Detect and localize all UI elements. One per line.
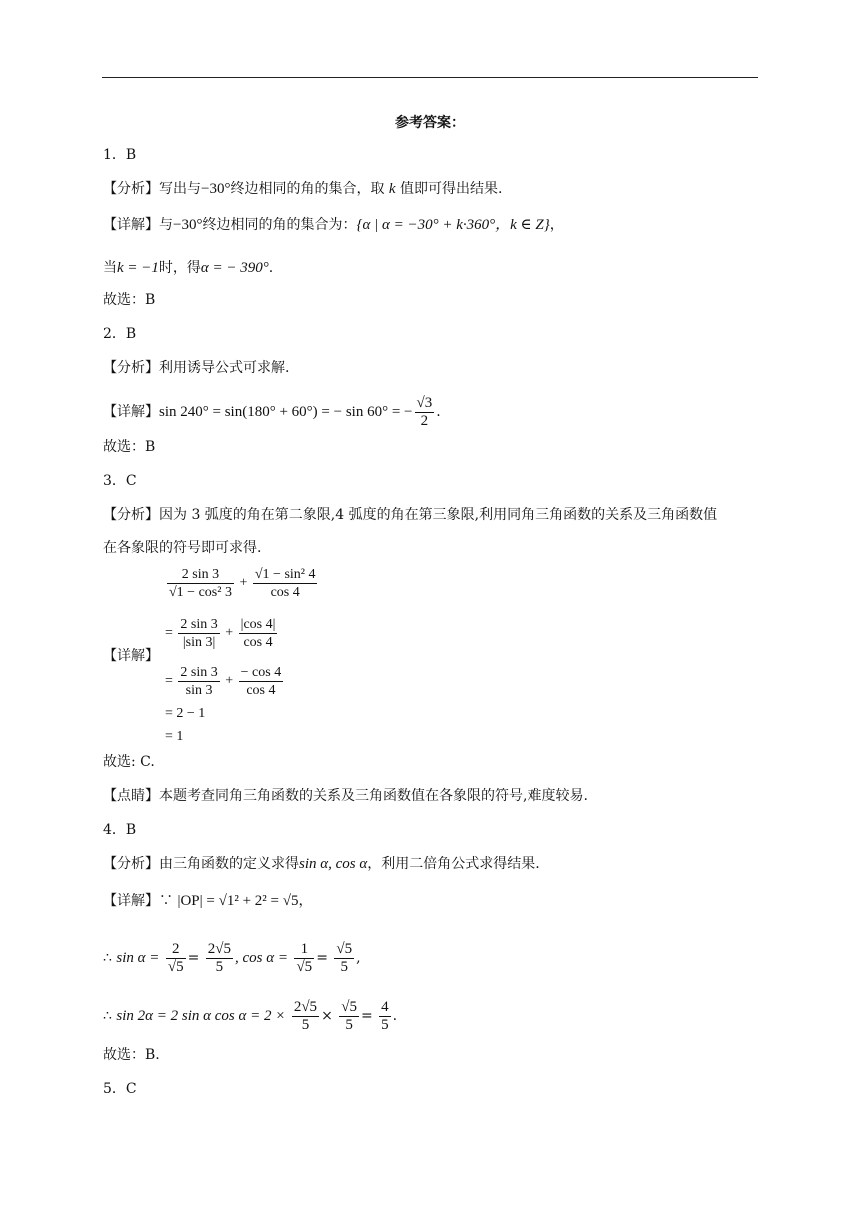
q3-detail-tag: 【详解】	[103, 648, 159, 664]
q3-number: 3．C	[103, 473, 137, 489]
q3-analysis-2: 在各象限的符号即可求得.	[103, 540, 262, 556]
q4-number: 4．B	[103, 822, 137, 838]
q4-analysis: 【分析】由三角函数的定义求得sin α, cos α，利用二倍角公式求得结果.	[103, 856, 540, 872]
answer-title: 参考答案：	[395, 115, 465, 131]
q3-analysis-1: 【分析】因为 3 弧度的角在第二象限,4 弧度的角在第三象限,利用同角三角函数的关系及三角函数值	[103, 507, 718, 523]
q3-choice: 故选: C.	[103, 754, 155, 770]
q4-sin2a: ∴ sin 2α = 2 sin α cos α = 2 × $\frac{2√5}{5}$ × $\frac{√5}{5}$ = $\frac{4}{5}$ .	[103, 998, 398, 1033]
q2-number: 2．B	[103, 326, 137, 342]
q4-choice: 故选：B.	[103, 1047, 160, 1063]
q2-fraction: $\frac{√3}{2}$	[416, 394, 433, 429]
q1-choice: 故选：B	[103, 292, 156, 308]
q1-analysis: 【分析】写出与−30°终边相同的角的集合，取 k 值即可得出结果.	[103, 181, 503, 197]
q1-detail: 【详解】与−30°终边相同的角的集合为：{α | α = −30° + k·360°，k ∈ Z}，	[103, 217, 564, 233]
q2-analysis: 【分析】利用诱导公式可求解.	[103, 360, 290, 376]
q1-detail-line2: 当k = −1时，得α = − 390°.	[103, 260, 274, 276]
q2-choice: 故选：B	[103, 439, 156, 455]
q4-sin-cos: ∴ sin α = $\frac{2}{√5}$ = $\frac{2√5}{5}$ , cos α = $\frac{1}{√5}$ = $\frac{√5}{5}$ ,	[103, 940, 361, 975]
header-rule	[102, 77, 758, 78]
q4-detail: 【详解】∵ |OP| = √1² + 2² = √5，	[103, 893, 313, 909]
q2-detail: 【详解】sin 240° = sin(180° + 60°) = − sin 60° = − $\frac{√3}{2}$ .	[103, 394, 441, 429]
q3-comment: 【点睛】本题考查同角三角函数的关系及三角函数值在各象限的符号,难度较易.	[103, 788, 588, 804]
q5-number: 5．C	[103, 1081, 137, 1097]
q1-number: 1．B	[103, 147, 137, 163]
